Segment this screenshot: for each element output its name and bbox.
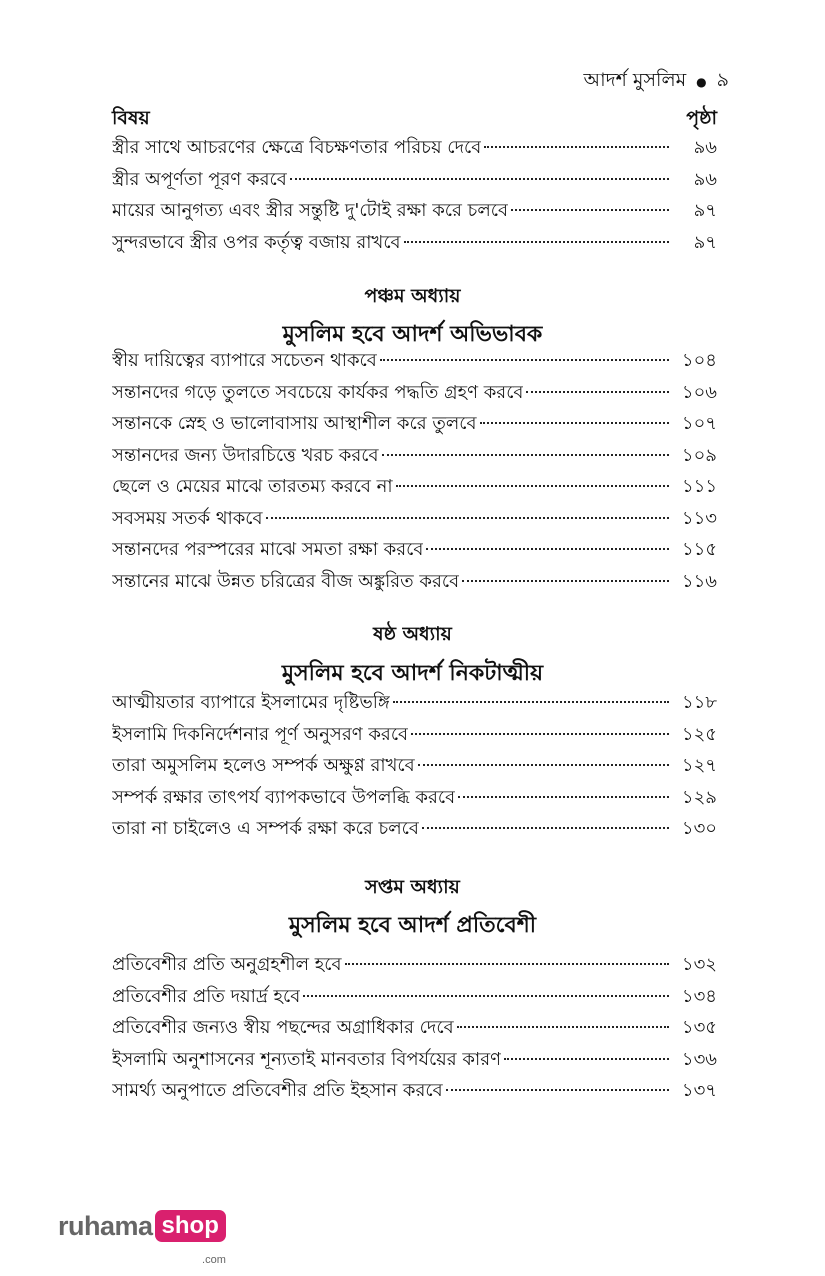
toc-entry-title: সন্তানকে স্নেহ ও ভালোবাসায় আস্থাশীল করে তুলবে — [112, 413, 477, 434]
dot-leader — [380, 359, 669, 361]
toc-entry-page: ১১৩ — [681, 507, 717, 529]
dot-leader — [457, 1026, 669, 1028]
toc-entry-title: প্রতিবেশীর প্রতি অনুগ্রহশীল হবে — [112, 954, 342, 975]
toc-entry — [112, 1013, 717, 1045]
dot-leader — [266, 517, 669, 519]
toc-entry — [112, 504, 717, 536]
dot-leader — [511, 209, 669, 211]
toc-entry-page: ১১৬ — [681, 570, 717, 592]
toc-entry-page: ১২৯ — [681, 786, 717, 808]
dot-leader — [404, 241, 669, 243]
toc-list-chapter6 — [112, 688, 717, 846]
dot-leader — [422, 827, 669, 829]
dot-leader — [382, 454, 669, 456]
toc-entry — [112, 133, 717, 165]
dot-leader — [484, 146, 669, 148]
toc-entry-page: ৯৬ — [693, 137, 717, 158]
page-heading: পৃষ্ঠা — [686, 107, 717, 129]
running-header — [584, 66, 730, 98]
dot-leader — [426, 548, 669, 550]
toc-entry-title: সম্পর্ক রক্ষার তাৎপর্য ব্যাপকভাবে উপলব্ধি করবে — [112, 786, 456, 808]
toc-entry — [112, 196, 717, 228]
toc-entry-title: তারা না চাইলেও এ সম্পর্ক রক্ষা করে চলবে — [112, 818, 419, 839]
book-title: আদর্শ মুসলিম — [583, 69, 687, 91]
toc-entry-title: প্রতিবেশীর জন্যও স্বীয় পছন্দের অগ্রাধিকার দেবে — [112, 1017, 454, 1038]
column-headings — [112, 104, 717, 136]
toc-entry-title: স্ত্রীর সাথে আচরণের ক্ষেত্রে বিচক্ষণতার পরিচয় দেবে — [112, 137, 482, 158]
toc-entry-page: ১২৫ — [681, 723, 717, 745]
toc-entry-title: ইসলামি দিকনির্দেশনার পূর্ণ অনুসরণ করবে — [112, 723, 409, 745]
toc-entry — [112, 751, 717, 783]
toc-entry-title: সন্তানদের গড়ে তুলতে সবচেয়ে কার্যকর পদ্ধতি গ্রহণ করবে — [112, 381, 524, 403]
dot-leader — [418, 764, 669, 766]
toc-entry — [112, 720, 717, 752]
toc-entry-title: সন্তানদের জন্য উদারচিত্তে খরচ করবে — [112, 444, 379, 466]
toc-entry — [112, 1045, 717, 1077]
toc-entry — [112, 228, 717, 260]
toc-entry-page: ১১১ — [681, 476, 717, 497]
chapter-label: সপ্তম অধ্যায় — [365, 876, 460, 898]
toc-entry-page: ১৩২ — [681, 954, 717, 975]
toc-entry — [112, 378, 717, 410]
toc-entry-title: সবসময় সতর্ক থাকবে — [112, 507, 263, 529]
logo-domain: .com — [202, 1254, 226, 1266]
toc-entry-page: ১০৯ — [681, 444, 717, 466]
toc-entry-title: ইসলামি অনুশাসনের শূন্যতাই মানবতার বিপর্যয়ের কারণ — [112, 1048, 502, 1070]
chapter-title: মুসলিম হবে আদর্শ অভিভাবক — [282, 322, 543, 347]
toc-entry-page: ৯৭ — [693, 200, 717, 221]
toc-entry — [112, 688, 717, 720]
chapter-title: মুসলিম হবে আদর্শ নিকটাত্মীয় — [281, 661, 544, 686]
toc-entry — [112, 982, 717, 1014]
dot-leader — [458, 796, 669, 798]
dot-leader — [345, 963, 670, 965]
toc-entry-page: ১২৭ — [681, 755, 717, 776]
toc-entry-page: ১০৬ — [681, 381, 717, 403]
toc-entry-title: প্রতিবেশীর প্রতি দয়ার্দ্র হবে — [112, 985, 301, 1007]
chapter-title: মুসলিম হবে আদর্শ প্রতিবেশী — [288, 913, 537, 938]
chapter-label: পঞ্চম অধ্যায় — [364, 285, 461, 307]
dot-leader — [526, 391, 669, 393]
dot-leader — [411, 733, 669, 735]
dot-leader — [290, 178, 669, 180]
toc-entry-page: ১০৭ — [681, 413, 717, 434]
toc-entry-page: ১৩৭ — [681, 1080, 717, 1101]
toc-list-chapter5 — [112, 346, 717, 598]
toc-entry-page: ১৩৪ — [681, 985, 717, 1007]
toc-entry-title: স্বীয় দায়িত্বের ব্যাপারে সচেতন থাকবে — [112, 350, 377, 371]
subject-heading: বিষয় — [112, 107, 150, 129]
dot-leader — [504, 1058, 669, 1060]
toc-entry-page: ৯৭ — [693, 231, 717, 253]
toc-entry-title: সন্তানদের পরস্পরের মাঝে সমতা রক্ষা করবে — [112, 539, 424, 560]
logo-brand: ruhama — [58, 1211, 153, 1241]
toc-entry-title: মায়ের আনুগত্য এবং স্ত্রীর সন্তুষ্টি দু'টোই রক্ষা করে চলবে — [112, 200, 509, 221]
toc-entry — [112, 567, 717, 599]
toc-entry — [112, 1076, 717, 1108]
toc-entry-title: সামর্থ্য অনুপাতে প্রতিবেশীর প্রতি ইহসান করবে — [112, 1080, 443, 1101]
toc-entry — [112, 472, 717, 504]
dot-leader — [462, 580, 669, 582]
dot-leader — [303, 995, 669, 997]
toc-entry — [112, 165, 717, 197]
toc-entry-title: আত্মীয়তার ব্যাপারে ইসলামের দৃষ্টিভঙ্গি — [112, 692, 390, 713]
toc-entry — [112, 441, 717, 473]
dot-leader — [480, 422, 669, 424]
toc-entry-title: ছেলে ও মেয়ের মাঝে তারতম্য করবে না — [112, 476, 393, 497]
dot-leader — [393, 701, 669, 703]
bullet-icon: ● — [696, 75, 707, 89]
chapter-label: ষষ্ঠ অধ্যায় — [373, 623, 452, 645]
toc-entry-page: ১৩০ — [681, 818, 717, 839]
toc-entry-title: সুন্দরভাবে স্ত্রীর ওপর কর্তৃত্ব বজায় রাখবে — [112, 231, 401, 253]
logo-shop-badge — [155, 1210, 226, 1266]
ruhamashop-logo — [58, 1210, 226, 1266]
toc-entry-page: ১১৮ — [681, 692, 717, 713]
toc-entry-page: ১০৪ — [681, 350, 717, 371]
toc-entry-page: ৯৬ — [693, 168, 717, 190]
toc-entry — [112, 409, 717, 441]
toc-entry-page: ১১৫ — [681, 539, 717, 560]
toc-list-chapter7 — [112, 950, 717, 1108]
page-number: ৯ — [716, 69, 729, 91]
toc-entry — [112, 814, 717, 846]
toc-list-section4 — [112, 133, 717, 259]
dot-leader — [446, 1089, 669, 1091]
dot-leader — [396, 485, 669, 487]
toc-entry — [112, 783, 717, 815]
logo-shop: shop — [161, 1212, 219, 1239]
toc-entry — [112, 535, 717, 567]
toc-entry — [112, 950, 717, 982]
toc-entry-page: ১৩৫ — [681, 1017, 717, 1038]
toc-entry-title: তারা অমুসলিম হলেও সম্পর্ক অক্ষুণ্ণ রাখবে — [112, 755, 415, 776]
toc-entry-title: স্ত্রীর অপূর্ণতা পূরণ করবে — [112, 168, 287, 190]
toc-entry — [112, 346, 717, 378]
toc-entry-page: ১৩৬ — [681, 1048, 717, 1070]
toc-entry-title: সন্তানের মাঝে উন্নত চরিত্রের বীজ অঙ্কুরিত করবে — [112, 570, 460, 592]
